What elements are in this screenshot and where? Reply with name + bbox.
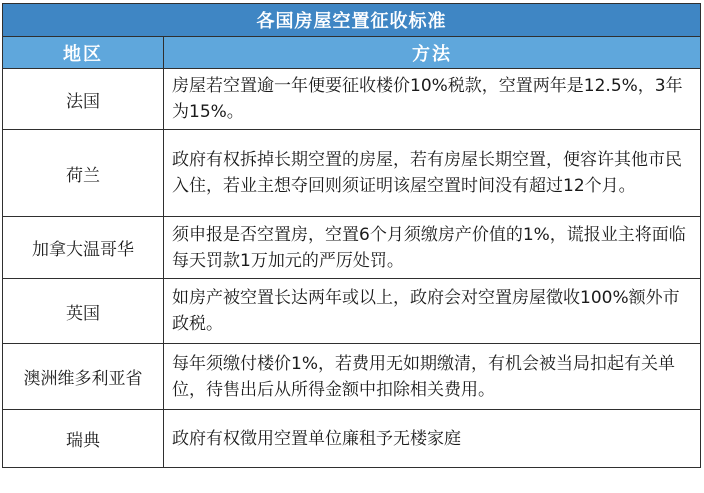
- method-cell: 每年须缴付楼价1%，若费用无如期缴清，有机会被当局扣起有关单位，待售出后从所得金额中扣除相关费用。: [164, 344, 701, 410]
- table-row: [3, 279, 701, 344]
- method-cell: 房屋若空置逾一年便要征收楼价10%税款，空置两年是12.5%，3年为15%。: [164, 69, 701, 130]
- column-header-method: 方法: [164, 37, 701, 69]
- table-header-row: [3, 37, 701, 69]
- method-cell: 须申报是否空置房，空置6个月须缴房产价值的1%，谎报业主将面临每天罚款1万加元的严厉处罚。: [164, 217, 701, 279]
- vacancy-tax-table-container: [2, 3, 700, 489]
- region-cell: 澳洲维多利亚省: [3, 344, 164, 410]
- table-row: [3, 344, 701, 410]
- table-row: [3, 217, 701, 279]
- method-cell: 政府有权徵用空置单位廉租予无楼家庭: [164, 410, 701, 468]
- column-header-region: 地区: [3, 37, 164, 69]
- table-title-row: [3, 4, 701, 37]
- region-cell: 法国: [3, 69, 164, 130]
- method-cell: 如房产被空置长达两年或以上，政府会对空置房屋徵收100%额外市政税。: [164, 279, 701, 344]
- method-cell: 政府有权拆掉长期空置的房屋，若有房屋长期空置，便容许其他市民入住，若业主想夺回则须证明该屋空置时间没有超过12个月。: [164, 130, 701, 217]
- vacancy-tax-table: [2, 3, 701, 468]
- table-row: [3, 410, 701, 468]
- table-row: [3, 130, 701, 217]
- table-title: 各国房屋空置征收标准: [3, 4, 701, 37]
- region-cell: 加拿大温哥华: [3, 217, 164, 279]
- region-cell: 荷兰: [3, 130, 164, 217]
- region-cell: 英国: [3, 279, 164, 344]
- table-row: [3, 69, 701, 130]
- region-cell: 瑞典: [3, 410, 164, 468]
